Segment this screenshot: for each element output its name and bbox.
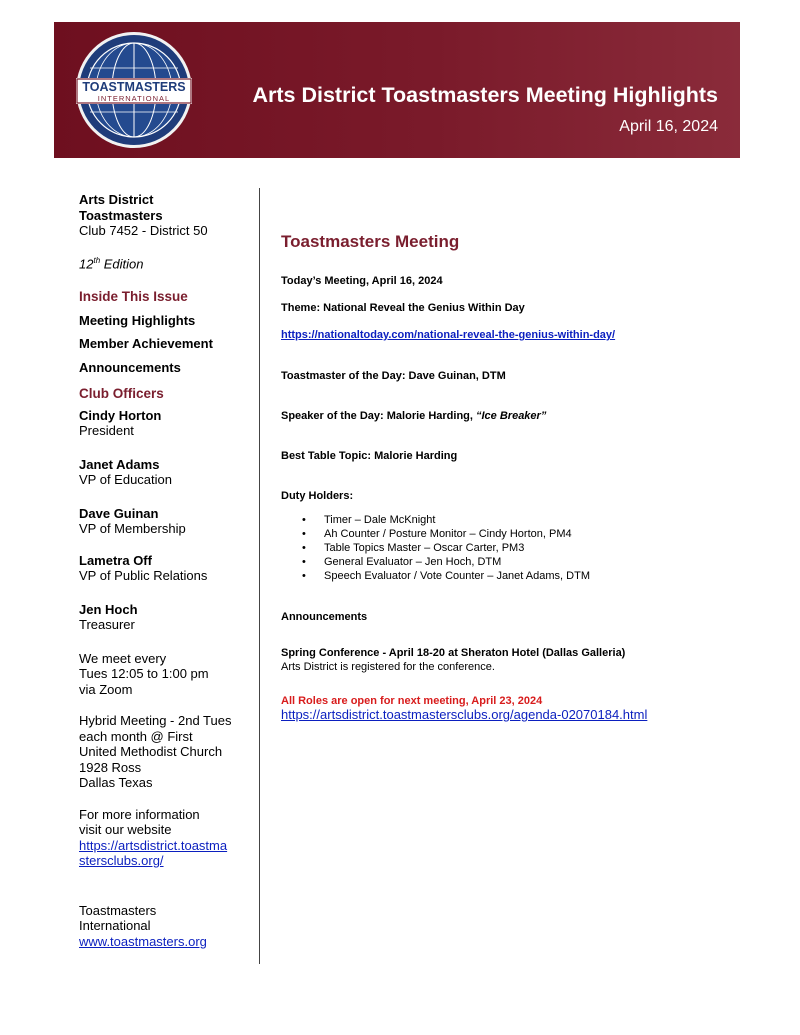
hybrid-line: Dallas Texas	[79, 775, 153, 791]
info-line: visit our website	[79, 822, 172, 838]
club-name-line2: Toastmasters	[79, 207, 163, 223]
inside-item-achievement[interactable]: Member Achievement	[79, 336, 213, 352]
sidebar	[79, 192, 249, 949]
inside-item-announcements[interactable]: Announcements	[79, 359, 181, 375]
logo-sub-text: INTERNATIONAL	[97, 94, 171, 103]
officer-entry	[79, 553, 249, 584]
speech-title: “Ice Breaker”	[476, 410, 547, 422]
agenda-link[interactable]: https://artsdistrict.toastmastersclubs.org/agenda-02070184.html	[281, 707, 648, 722]
edition-word: Edition	[103, 255, 144, 271]
best-table-topic: Best Table Topic: Malorie Harding	[281, 450, 458, 462]
officers-heading: Club Officers	[79, 386, 164, 402]
officer-role: President	[79, 423, 134, 439]
list-item: • Table Topics Master – Oscar Carter, PM3	[324, 541, 741, 555]
toastmaster-of-day: Toastmaster of the Day: Dave Guinan, DTM	[281, 370, 506, 382]
inside-item-highlights[interactable]: Meeting Highlights	[79, 312, 196, 328]
toastmasters-logo	[74, 30, 194, 150]
ti-website-link[interactable]: www.toastmasters.org	[79, 933, 207, 949]
meeting-schedule	[79, 651, 249, 698]
officer-name: Dave Guinan	[79, 505, 159, 521]
hybrid-line: Hybrid Meeting - 2nd Tues	[79, 713, 232, 729]
newsletter-date: April 16, 2024	[619, 118, 718, 135]
club-website-part2: stersclubs.org/	[79, 853, 164, 869]
ti-line: International	[79, 918, 151, 934]
schedule-line: Tues 12:05 to 1:00 pm	[79, 666, 209, 682]
officer-role: VP of Public Relations	[79, 568, 208, 584]
list-item: • General Evaluator – Jen Hoch, DTM	[324, 555, 741, 569]
ti-line: Toastmasters	[79, 902, 157, 918]
todays-meeting: Today’s Meeting, April 16, 2024	[281, 275, 443, 287]
officer-name: Cindy Horton	[79, 407, 162, 423]
officer-name: Lametra Off	[79, 552, 152, 568]
edition-number: 12	[79, 255, 94, 271]
hybrid-meeting-info	[79, 713, 249, 791]
officer-entry	[79, 457, 249, 488]
toastmasters-international	[79, 903, 249, 950]
list-item: • Speech Evaluator / Vote Counter – Janet Adams, DTM	[324, 569, 741, 583]
announcements-heading: Announcements	[281, 611, 368, 623]
hybrid-line: 1928 Ross	[79, 759, 142, 775]
logo-name-text: TOASTMASTERS	[82, 80, 186, 94]
info-line: For more information	[79, 806, 200, 822]
list-item: • Timer – Dale McKnight	[324, 513, 741, 527]
officer-entry	[79, 506, 249, 537]
inside-heading: Inside This Issue	[79, 289, 188, 305]
theme-link[interactable]: https://nationaltoday.com/national-reveal-the-genius-within-day/	[281, 329, 616, 341]
section-heading: Toastmasters Meeting	[281, 232, 460, 251]
main-content	[281, 232, 741, 722]
meeting-theme: Theme: National Reveal the Genius Within Day	[281, 302, 525, 314]
list-item: • Ah Counter / Posture Monitor – Cindy Horton, PM4	[324, 527, 741, 541]
duty-list	[281, 513, 741, 583]
roles-open-notice: All Roles are open for next meeting, April 23, 2024	[281, 695, 543, 707]
hybrid-line: United Methodist Church	[79, 744, 223, 760]
officer-name: Janet Adams	[79, 456, 160, 472]
hybrid-line: each month @ First	[79, 728, 193, 744]
officer-role: VP of Membership	[79, 521, 186, 537]
officer-name: Jen Hoch	[79, 601, 138, 617]
more-info	[79, 807, 249, 869]
officer-role: VP of Education	[79, 472, 172, 488]
officer-role: Treasurer	[79, 617, 135, 633]
edition-suffix: th	[93, 255, 101, 265]
edition	[79, 253, 249, 272]
schedule-line: via Zoom	[79, 681, 133, 697]
newsletter-title: Arts District Toastmasters Meeting Highlights	[252, 83, 718, 107]
club-info: Club 7452 - District 50	[79, 223, 208, 238]
club-website-part1: https://artsdistrict.toastma	[79, 837, 228, 853]
column-divider	[259, 188, 260, 964]
conference-heading: Spring Conference - April 18-20 at Sheraton Hotel (Dallas Galleria)	[281, 647, 626, 659]
officer-entry	[79, 408, 249, 439]
conference-text: Arts District is registered for the conference.	[281, 661, 495, 673]
speaker-label: Speaker of the Day: Malorie Harding,	[281, 410, 476, 422]
club-name-line1: Arts District	[79, 192, 154, 207]
club-website-link[interactable]	[79, 838, 227, 869]
schedule-line: We meet every	[79, 650, 167, 666]
officer-entry	[79, 602, 249, 633]
duty-holders-heading: Duty Holders:	[281, 490, 354, 502]
speaker-of-day	[281, 409, 741, 423]
